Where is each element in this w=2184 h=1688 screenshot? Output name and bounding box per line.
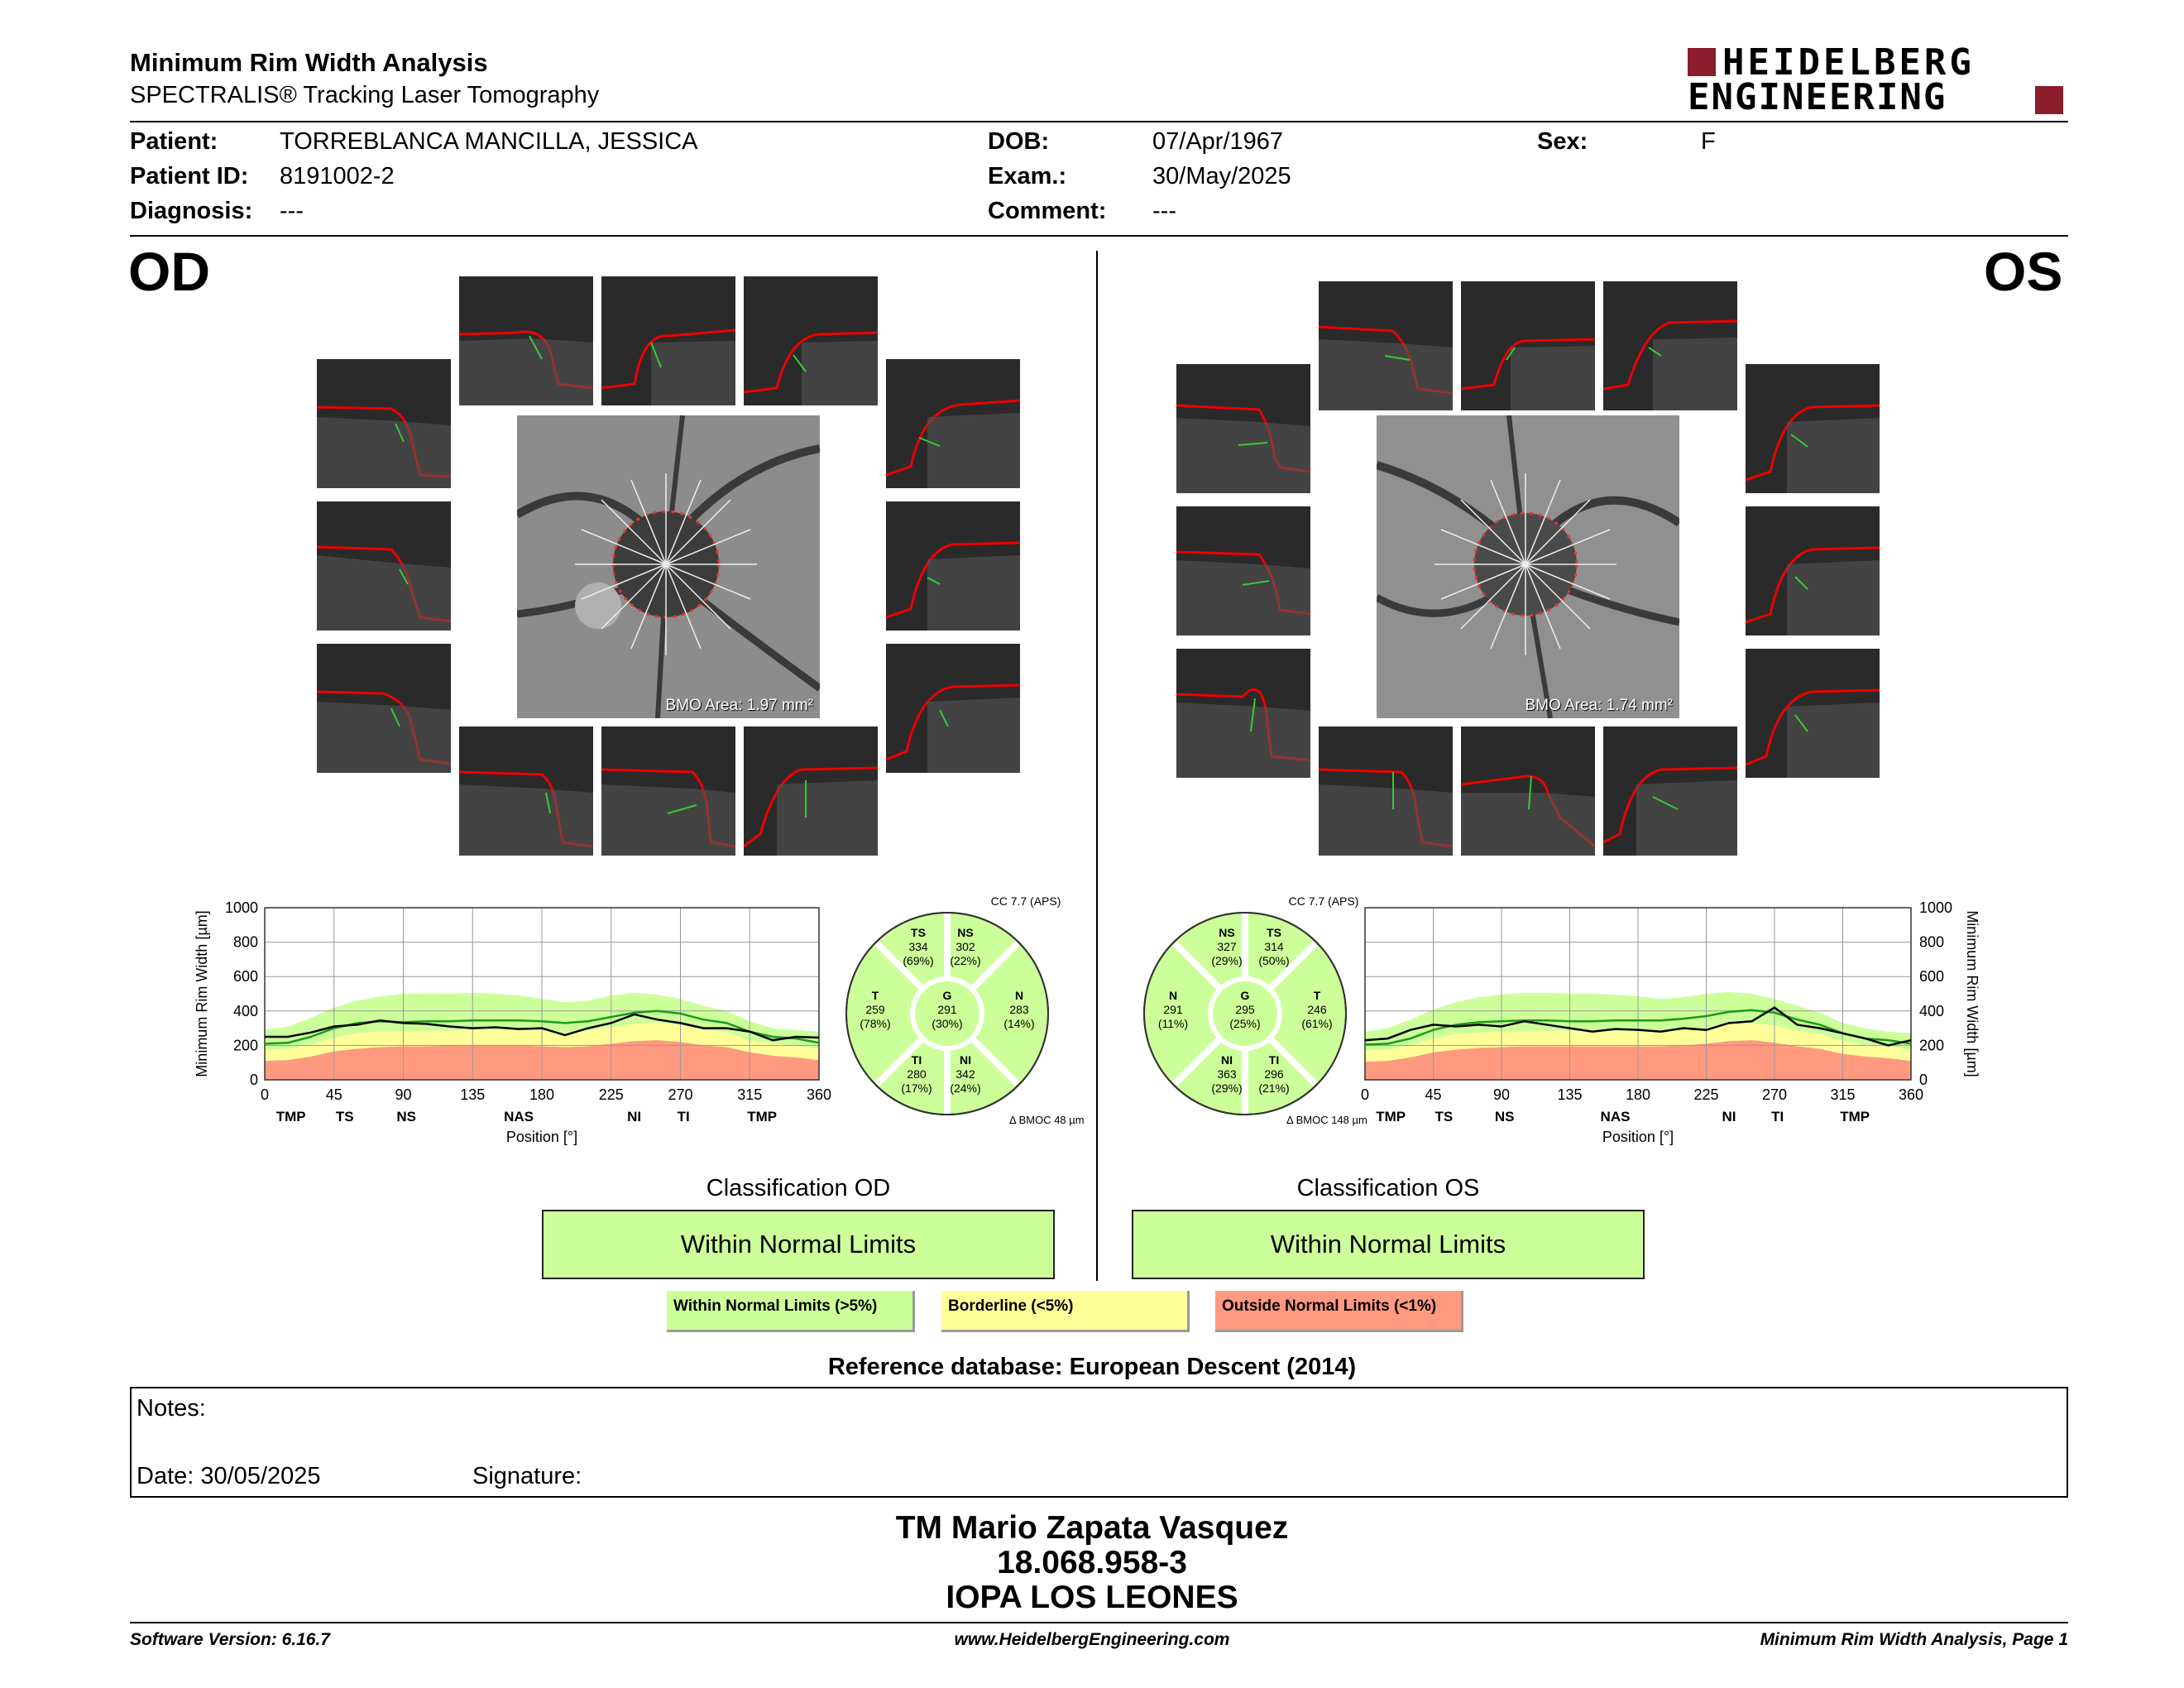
od-sector-ni-value: 342 [956,1067,975,1081]
oct-scan [1176,649,1310,778]
sector-label: TMP [747,1109,778,1125]
od-label: OD [128,241,210,302]
os-bmo-area: BMO Area: 1.74 mm² [1525,697,1673,714]
y-tick-label: 1000 [224,899,258,916]
y-tick-label: 400 [232,1002,258,1019]
od-classification-result: Within Normal Limits [680,1230,917,1259]
oct-scan [1461,727,1595,856]
sex-label: Sex: [1537,128,1588,155]
oct-scan [317,359,451,488]
sector-label: TS [335,1109,354,1125]
os-sector-ti-pct: (21%) [1258,1081,1290,1095]
comment-value: --- [1152,198,1176,224]
oct-scan [601,727,735,856]
signature-label: Signature: [472,1463,582,1489]
logo-square-icon [2035,86,2063,114]
y-tick-label: 800 [1919,933,1945,951]
sector-label: TI [677,1109,690,1125]
notes-box [130,1387,2068,1498]
diagnosis-value: --- [280,198,304,224]
sector-label: TMP [1840,1109,1870,1125]
x-tick-label: 180 [529,1086,555,1103]
oct-scan [1603,281,1737,410]
oct-scan [744,276,878,405]
x-tick-label: 45 [325,1086,342,1103]
eye-divider [1096,251,1098,1281]
os-sector-t-name: T [1313,989,1321,1002]
y-axis-label: Minimum Rim Width [µm] [1964,910,1980,1077]
os-sector-ni-name: NI [1221,1053,1233,1067]
os-sector-diagram [1138,894,1386,1129]
os-label: OS [1984,241,2063,302]
y-tick-label: 600 [1919,968,1945,985]
heidelberg-logo [1688,41,2068,118]
od-sector-t-name: T [871,989,879,1002]
header-divider [130,121,2068,122]
od-sector-diagram [840,894,1088,1129]
od-sector-t-pct: (78%) [860,1017,891,1030]
od-sector-g-pct: (30%) [932,1017,963,1030]
os-sector-ti-name: TI [1268,1053,1280,1067]
os-sector-n-value: 291 [1163,1003,1183,1016]
os-sector-ni-pct: (29%) [1211,1081,1243,1095]
oct-scan [1319,727,1453,856]
od-sector-ts-value: 334 [908,940,928,953]
y-tick-label: 800 [232,933,258,951]
sector-label: NAS [1600,1109,1631,1125]
x-tick-label: 360 [1898,1086,1924,1103]
od-sector-ts-pct: (69%) [903,954,934,967]
comment-label: Comment: [988,198,1107,224]
examiner-stamp [0,1511,2184,1615]
legend-borderline: Borderline (<5%) [941,1291,1190,1332]
sector-label: NAS [504,1109,534,1125]
os-fundus-image [1377,415,1679,718]
website-link[interactable]: www.HeidelbergEngineering.com [954,1630,1230,1649]
od-cc: CC 7.7 (APS) [990,894,1061,908]
logo-text-bottom: ENGINEERING [1688,76,1947,118]
sector-label: NS [1494,1109,1515,1125]
logo-text-top: HEIDELBERG [1722,41,1975,84]
y-tick-label: 400 [1919,1002,1945,1019]
os-sector-g-name: G [1240,989,1250,1002]
oct-scan [1176,506,1310,635]
oct-scan [1176,364,1310,493]
notes-label: Notes: [136,1395,206,1422]
oct-scan [459,727,593,856]
oct-scan [1461,281,1595,410]
oct-scan [1319,281,1453,410]
x-tick-label: 135 [460,1086,486,1103]
os-cc: CC 7.7 (APS) [1288,894,1359,908]
y-tick-label: 1000 [1919,899,1953,916]
x-tick-label: 90 [395,1086,412,1103]
x-tick-label: 90 [1492,1086,1511,1103]
sector-label: NI [627,1109,642,1125]
oct-scan [886,501,1020,631]
oct-scan [744,727,878,856]
x-tick-label: 135 [1557,1086,1583,1103]
od-fundus-image [517,415,820,718]
footer-divider [130,1622,2068,1623]
x-tick-label: 0 [1360,1086,1370,1103]
oct-scan [459,276,593,405]
report-title: Minimum Rim Width Analysis [130,48,488,77]
x-axis-label: Position [°] [1602,1129,1674,1145]
dob-label: DOB: [988,128,1050,155]
od-bmoc: Δ BMOC 48 µm [1009,1114,1085,1126]
x-tick-label: 315 [1830,1086,1856,1103]
dob-value: 07/Apr/1967 [1152,128,1284,155]
notes-date: Date: 30/05/2025 [136,1463,321,1489]
patient-divider [130,235,2068,237]
y-axis-label: Minimum Rim Width [µm] [194,910,210,1077]
x-tick-label: 270 [668,1086,693,1103]
od-sector-n-name: N [1014,989,1024,1002]
oct-scan [317,501,451,631]
stamp-id: 18.068.958-3 [997,1545,1187,1580]
oct-scan [1746,649,1880,778]
od-sector-ns-value: 302 [956,940,975,953]
os-classification-title: Classification OS [1296,1175,1480,1201]
od-mrw-chart [190,898,836,1183]
od-sector-ns-name: NS [957,926,974,939]
os-sector-ti-value: 296 [1264,1067,1284,1081]
od-sector-ni-pct: (24%) [950,1081,981,1095]
oct-scan [601,276,735,405]
od-sector-ts-name: TS [911,926,926,939]
y-tick-label: 200 [232,1037,258,1054]
patient-id-label: Patient ID: [130,163,249,189]
sector-label: NI [1722,1109,1736,1125]
os-bmoc: Δ BMOC 148 µm [1286,1114,1367,1126]
x-tick-label: 180 [1625,1086,1651,1103]
od-bmo-area: BMO Area: 1.97 mm² [665,697,813,714]
software-version: Software Version: 6.16.7 [130,1630,330,1649]
oct-scan [1746,506,1880,635]
page-info: Minimum Rim Width Analysis, Page 1 [1760,1630,2068,1649]
sector-label: NS [396,1109,417,1125]
sector-label: TMP [1376,1109,1406,1125]
os-sector-ts-pct: (50%) [1258,954,1290,967]
sex-value: F [1701,128,1716,155]
os-classification-result: Within Normal Limits [1270,1230,1506,1259]
patient-name: TORREBLANCA MANCILLA, JESSICA [280,128,698,155]
od-sector-n-pct: (14%) [1003,1017,1035,1030]
od-classification-title: Classification OD [706,1175,891,1201]
stamp-name: TM Mario Zapata Vasquez [895,1510,1289,1546]
exam-value: 30/May/2025 [1152,163,1291,189]
oct-scan [317,644,451,773]
x-tick-label: 315 [737,1086,763,1103]
sector-label: TI [1771,1109,1784,1125]
od-sector-ns-pct: (22%) [950,954,981,967]
y-tick-label: 0 [1919,1072,1928,1088]
y-tick-label: 600 [232,968,258,985]
od-sector-ti-name: TI [911,1053,922,1067]
oct-scan [886,644,1020,773]
logo-square-icon [1688,48,1716,76]
diagnosis-label: Diagnosis: [130,198,253,224]
oct-scan [886,359,1020,488]
os-sector-n-pct: (11%) [1157,1017,1189,1030]
od-sector-ti-value: 280 [907,1067,927,1081]
patient-label: Patient: [130,128,218,155]
x-tick-label: 45 [1425,1086,1442,1103]
x-tick-label: 225 [598,1086,624,1103]
x-tick-label: 225 [1693,1086,1719,1103]
od-sector-g-name: G [942,989,952,1002]
sector-label: TMP [275,1109,306,1125]
os-sector-t-value: 246 [1307,1003,1327,1016]
reference-database: Reference database: European Descent (2014) [827,1354,1357,1380]
od-sector-ti-pct: (17%) [901,1081,932,1095]
os-sector-t-pct: (61%) [1301,1017,1333,1030]
os-sector-g-value: 295 [1235,1003,1255,1016]
patient-id: 8191002-2 [280,163,395,189]
od-sector-g-value: 291 [937,1003,957,1016]
os-sector-ni-value: 363 [1217,1067,1237,1081]
oct-scan [1746,364,1880,493]
od-sector-n-value: 283 [1009,1003,1029,1016]
od-sector-ni-name: NI [960,1053,971,1067]
os-mrw-chart [1357,898,2002,1183]
os-sector-n-name: N [1168,989,1178,1002]
od-sector-t-value: 259 [865,1003,885,1016]
x-tick-label: 0 [260,1086,270,1103]
os-sector-ns-name: NS [1219,926,1235,939]
os-sector-ns-value: 327 [1217,940,1237,953]
sector-label: TS [1434,1109,1454,1125]
oct-scan [1603,727,1737,856]
x-tick-label: 270 [1761,1086,1788,1103]
y-tick-label: 200 [1919,1037,1945,1054]
os-sector-g-pct: (25%) [1229,1017,1261,1030]
stamp-institution: IOPA LOS LEONES [946,1580,1238,1615]
os-sector-ts-name: TS [1267,926,1281,939]
report-subtitle: SPECTRALIS® Tracking Laser Tomography [130,82,600,108]
exam-label: Exam.: [988,163,1067,189]
os-sector-ts-value: 314 [1264,940,1284,953]
os-classification-box [1132,1210,1645,1279]
os-sector-ns-pct: (29%) [1211,954,1243,967]
od-classification-box [542,1210,1055,1279]
x-tick-label: 360 [806,1086,832,1103]
x-axis-label: Position [°] [505,1129,578,1145]
legend-within-normal: Within Normal Limits (>5%) [667,1291,915,1332]
y-tick-label: 0 [249,1072,258,1088]
legend-outside-normal: Outside Normal Limits (<1%) [1215,1291,1463,1332]
